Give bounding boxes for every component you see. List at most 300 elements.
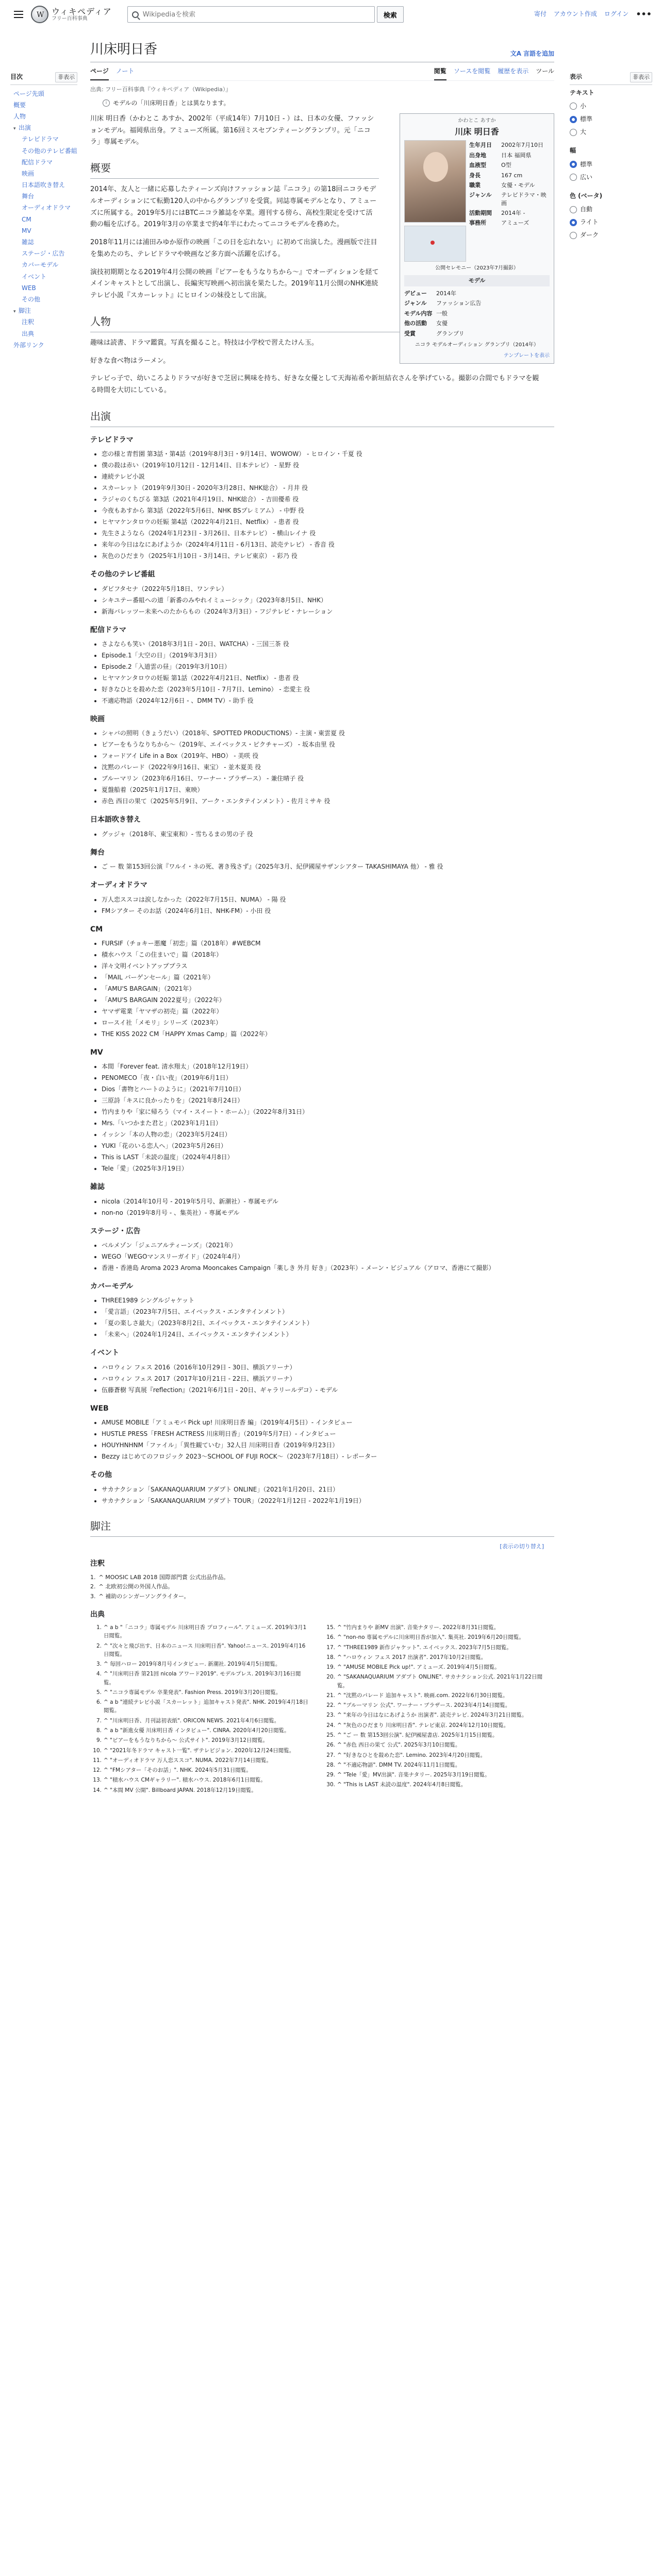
toc-item-label: 概要	[13, 101, 26, 109]
infobox-row	[404, 309, 550, 318]
list-item: • non-no（2019年8月号 - 、集英社）- 専属モデル	[102, 1208, 544, 1218]
infobox-value: 167 cm	[501, 172, 523, 179]
reference-text: ^ "FMシアター「そのお話」". NHK. 2024年5月31日閲覧。	[104, 1767, 252, 1774]
reference-item	[90, 1670, 310, 1687]
toc-item[interactable]	[10, 316, 77, 328]
reference-text: ^ "THREE1989 新作ジャケット". エイベックス. 2023年7月5日閲覧。	[337, 1644, 512, 1651]
site-logo[interactable]	[31, 6, 112, 23]
infobox-label: 血液型	[469, 162, 486, 169]
reference-text: ^ "This is LAST 未読の温度". 2024年4月8日閲覧。	[337, 1782, 467, 1788]
toc-item[interactable]	[10, 214, 77, 225]
reference-item	[90, 1717, 310, 1725]
toc-heading: 目次	[10, 73, 23, 81]
radio-button[interactable]	[570, 116, 577, 123]
width-option[interactable]	[570, 158, 652, 171]
toc-item-label: カバーモデル	[22, 261, 59, 269]
list-item: • グッジャ（2018年、東宝東和）- 雪ちるまの男の子 役	[102, 829, 544, 840]
radio-button[interactable]	[570, 129, 577, 136]
overview-paragraph-3: 演技初期期となる2019年4月公開の映画『ピアーをもうなりちから～』でオーディションを経てメインキャストとして出演し、長編実写映画へ初出演を果たした。2019年11月公開のNHK連続テレビ小説『スカーレット』にヒロインの妹役として出演。	[90, 268, 379, 300]
works-list	[90, 639, 544, 706]
reference-text: ^ "赤色 西日の果て 公式". 2025年3月10日閲覧。	[337, 1742, 461, 1749]
width-group	[570, 146, 652, 184]
reference-item	[324, 1711, 544, 1719]
infobox-row	[404, 289, 550, 298]
works-list	[90, 861, 544, 872]
list-item: • PENOMECO「夜・白い夜」（2019年6月1日）	[102, 1073, 544, 1083]
reference-text: ^ "好きなひとを殺めた恋". Lemino. 2023年4月20日閲覧。	[337, 1752, 486, 1758]
infobox-row	[469, 208, 550, 218]
search-icon	[132, 11, 139, 18]
appearance-subheading: 舞台	[90, 848, 105, 857]
infobox-value: 女優・モデル	[501, 181, 535, 189]
list-item: • サカナクション「SAKANAQUARIUM アダプト ONLINE」（2021年1月20日、21日）	[102, 1484, 544, 1495]
references-list	[90, 1623, 544, 1794]
section-overview-heading: 概要	[90, 160, 379, 179]
list-item: • スカーレット（2019年9月30日 - 2020年3月28日、NHK総合） - 月井 役	[102, 483, 544, 494]
list-item: • 「AMU'S BARGAIN 2022夏号」（2022年）	[102, 995, 544, 1006]
intro-text	[90, 113, 379, 148]
appearance-subheading: 配信ドラマ	[90, 625, 126, 634]
list-item: • 連続テレビ小説	[102, 471, 544, 482]
infobox-value: O型	[501, 162, 511, 169]
toc-item-label: その他	[22, 295, 41, 303]
login-link[interactable]: ログイン	[604, 10, 629, 18]
radio-button[interactable]	[570, 174, 577, 181]
toc-item-label: 注釈	[22, 318, 35, 326]
reference-item	[90, 1660, 310, 1668]
width-title: 幅	[570, 147, 576, 155]
reference-item	[324, 1691, 544, 1700]
toc-item[interactable]	[10, 191, 77, 202]
note-item	[90, 1573, 554, 1583]
reference-number: 28.	[326, 1761, 335, 1768]
color-option[interactable]	[570, 229, 652, 242]
list-item: • ヤマザ電業「ヤマザの初売」篇（2022年）	[102, 1006, 544, 1017]
list-item: • ハロウィン フェス 2017（2017年10月21日 - 22日、横浜アリーナ）	[102, 1374, 544, 1384]
toc-item-label: 脚注	[19, 307, 31, 315]
page-tabs	[90, 66, 554, 81]
reference-item	[324, 1761, 544, 1769]
list-item: • フォードアイ Life in a Box（2019年、HBO） - 美咲 役	[102, 751, 544, 761]
main-content	[90, 41, 554, 1794]
text-size-option[interactable]	[570, 126, 652, 139]
toc-item-label: 出演	[19, 124, 31, 132]
list-item: • This is LAST「未読の温度」（2024年4月8日）	[102, 1152, 544, 1163]
site-header	[0, 0, 662, 29]
reference-number: 2.	[96, 1642, 102, 1649]
reference-number: 15.	[326, 1624, 335, 1631]
toc-item-label: 舞台	[22, 193, 35, 200]
reference-number: 8.	[96, 1727, 102, 1734]
radio-button[interactable]	[570, 206, 577, 213]
infobox-label: モデル内容	[404, 310, 433, 317]
toc-hide-button[interactable]: 非表示	[55, 72, 77, 82]
search-form	[127, 6, 404, 23]
appearance-hide-button[interactable]: 非表示	[630, 72, 652, 82]
intro-paragraph: 川床 明日香（かわとこ あすか、2002年（平成14年）7月10日 - ）は、日本の女優、ファッションモデル。福岡県出身。アミューズ所属。第16回ミスセブンティーングランプリ。元「ニコラ」専属モデル。	[90, 114, 374, 146]
reference-number: 11.	[93, 1757, 102, 1764]
appearance-heading: 表示	[570, 73, 583, 81]
user-links	[534, 8, 652, 21]
infobox-label: デビュー	[404, 290, 427, 297]
toc-item[interactable]	[10, 99, 77, 111]
portrait-image[interactable]	[404, 140, 466, 223]
infobox-kana: かわとこ あすか	[458, 117, 496, 124]
list-item: • 「未来へ」（2024年1月24日、エイベックス・エンタテインメント）	[102, 1329, 544, 1340]
list-item: • YUKI「花のいる恋人へ」（2023年5月26日）	[102, 1141, 544, 1151]
toc-item[interactable]	[10, 157, 77, 168]
appearance-subheading: 雑誌	[90, 1183, 105, 1192]
radio-button[interactable]	[570, 103, 577, 110]
reference-text: ^ "積水ハウス CMギャラリー". 積水ハウス. 2018年6月1日閲覧。	[104, 1777, 266, 1784]
infobox-label: 出身地	[469, 151, 486, 159]
hatnote	[103, 98, 554, 108]
toc-item[interactable]	[10, 305, 77, 316]
reference-text: ^ "沈黙のパレード 追加キャスト". 映画.com. 2022年6月30日閲覧。	[337, 1692, 508, 1699]
logo-title: ウィキペディア	[52, 6, 112, 16]
color-title: 色 (ベータ)	[570, 192, 603, 199]
list-item: • ロースイ社「メモリ」シリーズ（2023年）	[102, 1018, 544, 1028]
note-text: ^ 北欧初公開の外国人作品。	[98, 1583, 174, 1590]
chevron-down-icon[interactable]: ▾	[13, 309, 16, 315]
reference-item	[90, 1786, 310, 1794]
infobox-label: 活動期間	[469, 210, 492, 217]
infobox-model-heading: モデル	[404, 275, 550, 286]
text-size-option-label: 小	[580, 102, 587, 110]
reference-text: ^ a b "連続テレビ小説「スカーレット」追加キャスト発表". NHK. 2019年4月18日閲覧。	[104, 1699, 308, 1714]
width-option[interactable]	[570, 171, 652, 184]
appearance-subheading: カバーモデル	[90, 1282, 134, 1291]
appearances-list	[90, 434, 554, 1506]
reference-number: 26.	[326, 1742, 335, 1749]
appearance-subheading: テレビドラマ	[90, 435, 134, 444]
works-list	[90, 829, 544, 840]
add-languages-button[interactable]	[510, 49, 554, 59]
reference-item	[90, 1688, 310, 1697]
reference-text: ^ a b "「ニコラ」専属モデル 川床明日香 プロフィール". アミューズ. 2019年3月1日閲覧。	[104, 1624, 307, 1639]
reference-text: ^ "ご ー 数 第153回公演". 紀伊國屋書店. 2025年1月15日閲覧。	[337, 1732, 498, 1738]
toc-item-label: その他のテレビ番組	[22, 147, 77, 155]
reference-item	[324, 1633, 544, 1641]
tab-read[interactable]: 閲覧	[434, 66, 446, 80]
wikipedia-globe-icon	[31, 6, 48, 23]
infobox-value: 2002年7月10日	[501, 142, 543, 149]
toc-item[interactable]	[10, 202, 77, 213]
list-item: • ご ー 数 第153回公演『ワルイ・ネの死、著き残さず』（2025年3月、紀伊國屋サザンシアター TAKASHIMAYA 他） - 雅 役	[102, 861, 544, 872]
search-input[interactable]	[143, 11, 370, 19]
reference-number: 30.	[326, 1782, 335, 1788]
reference-text: ^ "2021年冬ドラマ キャスト一覧". ザテレビジョン. 2020年12月24日閲覧。	[104, 1747, 295, 1754]
color-option[interactable]	[570, 216, 652, 229]
overview-paragraph-1: 2014年、友人と一緒に応募したティーンズ向けファッション誌『ニコラ』の第18回ニコラモデルオーディションにて転勤120人の中からグランプリを受賞。同誌専属モデルとなり、アミューズに所属する。2019年5月にはBTCニコラ雑誌を卒業。週刊する傍ら、高校生限定を受けて活動の幅を広げる。2019年3月の卒業まで約4年半にわたってニコラモデルを務めた。	[90, 185, 377, 229]
reference-number: 29.	[326, 1772, 335, 1778]
infobox-value: 一般	[436, 310, 448, 317]
toc-item[interactable]	[10, 133, 77, 145]
donate-link[interactable]: 寄付	[534, 10, 547, 18]
works-list	[90, 1295, 544, 1340]
reference-item	[324, 1653, 544, 1662]
language-icon: 文A	[510, 49, 521, 57]
reference-text: ^ "ハロウィン フェス 2017 出演者". 2017年10月2日閲覧。	[337, 1654, 487, 1660]
infobox-rows	[469, 140, 550, 228]
works-list	[90, 938, 544, 1040]
infobox-label: ジャンル	[469, 192, 492, 199]
reference-number: 9.	[96, 1737, 102, 1744]
reference-item	[90, 1698, 310, 1715]
infobox-value: 日本 福岡県	[501, 151, 532, 159]
list-item: • サカナクション「SAKANAQUARIUM アダプト TOUR」（2022年1月12日 - 2022年1月19日）	[102, 1496, 544, 1506]
toc-item[interactable]	[10, 168, 77, 179]
appearance-subheading: CM	[90, 925, 103, 934]
list-item: • 本間「Forever feat. 清水翔太」（2018年12月19日）	[102, 1061, 544, 1072]
note-item	[90, 1592, 554, 1602]
toc-item-label: 出典	[22, 330, 35, 337]
reference-item	[324, 1731, 544, 1739]
note-number: 3.	[90, 1592, 96, 1600]
text-size-option[interactable]	[570, 100, 652, 113]
list-item: • 今夜もあすから 第3話（2022年5月6日、NHK BSプレミアム） - 中野 役	[102, 505, 544, 516]
tab-talk[interactable]: ノート	[115, 67, 135, 75]
reference-number: 10.	[93, 1747, 102, 1754]
reference-number: 16.	[326, 1634, 335, 1641]
color-option[interactable]	[570, 203, 652, 216]
note-number: 1.	[90, 1573, 96, 1581]
color-option-label: ダーク	[580, 231, 599, 239]
toc-item[interactable]	[10, 179, 77, 191]
toc-item[interactable]	[10, 328, 77, 340]
more-options-icon[interactable]: •••	[636, 9, 652, 20]
toc-item[interactable]	[10, 259, 77, 270]
list-item: • THREE1989 シングルジャケット	[102, 1295, 544, 1306]
reference-number: 5.	[96, 1689, 102, 1696]
infobox-awards: ニコラ モデルオーディション グランプリ（2014年）	[415, 342, 539, 348]
list-item: • Bezzy はじめてのフロジック 2023～SCHOOL OF FUJI ROCK～（2023年7月18日）- レポーター	[102, 1451, 544, 1462]
reference-text: ^ "本間 MV 公開". Billboard JAPAN. 2018年12月19日閲覧。	[104, 1787, 257, 1793]
person-paragraph-1: 趣味は読書、ドラマ鑑賞。写真を撮ること。特技は小学校で習えたけん玉。	[90, 338, 319, 347]
list-item: • Episode.2「入道雲の昼」（2019年3月10日）	[102, 662, 544, 672]
reference-text: ^ "non-no 専属モデルに川床明日香が加入". 集英社. 2019年6月20日閲覧。	[337, 1634, 524, 1641]
list-item: • ベルメゾン「ジェニアルティーンズ」（2021年）	[102, 1240, 544, 1251]
reference-item	[90, 1726, 310, 1735]
section-person-heading: 人物	[90, 313, 554, 332]
infobox-label: 身長	[469, 172, 481, 179]
works-list	[90, 1417, 544, 1462]
infobox-row	[469, 171, 550, 180]
reference-text: ^ "オーディオドラマ 万人恋ススコ". NUMA. 2022年7月14日閲覧。	[104, 1757, 272, 1764]
list-item: • 洋々文明イベントアッププラス	[102, 961, 544, 972]
toc-item[interactable]	[10, 294, 77, 305]
reference-item	[90, 1736, 310, 1744]
color-option-label: ライト	[580, 218, 599, 226]
toc-item-label: 雑誌	[22, 239, 35, 246]
radio-button[interactable]	[570, 161, 577, 168]
toc-item-label: CM	[22, 215, 31, 223]
works-list	[90, 1484, 544, 1506]
overview-paragraph-2: 2018年11月には浦田みゆか原作の映画「この日を忘れない」に初めて出演した。漫画版で注目を集めたのち、テレビドラマや映画など多方面へ活躍を広げる。	[90, 239, 377, 258]
reference-item	[90, 1623, 310, 1640]
infobox-row	[404, 329, 550, 338]
reference-text: ^ "AMUSE MOBILE Pick up!". アミューズ. 2019年4月5日閲覧。	[337, 1664, 500, 1671]
logo-tagline: フリー百科事典	[52, 16, 88, 22]
list-item: • 先生さようなら（2024年1月23日 - 3月26日、日本テレビ） - 横山レイナ 役	[102, 528, 544, 539]
toc-item[interactable]	[10, 225, 77, 236]
article-body	[90, 113, 554, 1794]
chevron-down-icon[interactable]: ▾	[13, 126, 16, 132]
title-row	[90, 41, 554, 62]
reference-item	[324, 1623, 544, 1632]
reference-item	[324, 1643, 544, 1652]
search-button[interactable]: 検索	[377, 6, 404, 23]
notes-list	[90, 1573, 554, 1602]
infobox-label: 事務所	[469, 219, 486, 227]
reference-item	[324, 1751, 544, 1759]
list-item: • 「MAIL バーゲンセール」篇（2021年）	[102, 972, 544, 983]
infobox-label: 他の活動	[404, 320, 427, 327]
reference-text: ^ "SAKANAQUARIUM アダプト ONLINE". サカナクション公式. 2021年1月22日閲覧。	[337, 1674, 543, 1689]
list-item: • 沈黙のパレード（2022年9月16日、東宝） - 並木夏美 役	[102, 762, 544, 773]
reference-number: 23.	[326, 1712, 335, 1719]
list-item: • シキユテー番組への道「新番のみやれイミューシック」（2023年8月5日、NHK）	[102, 595, 544, 606]
radio-button[interactable]	[570, 219, 577, 226]
appearance-subheading: WEB	[90, 1404, 109, 1413]
reference-text: ^ "川床明日香、月刊誌初表紙". ORICON NEWS. 2021年4月6日閲覧。	[104, 1717, 280, 1724]
create-account-link[interactable]: アカウント作成	[554, 10, 597, 18]
notes-heading: 注釈	[90, 1560, 105, 1568]
toc-item-label: WEB	[22, 284, 36, 292]
reference-number: 12.	[93, 1767, 102, 1774]
list-item: • 積水ハウス「この住まいで」篇（2018年）	[102, 950, 544, 960]
reference-text: ^ "来年の今日はなにあげようか 出演者". 読売テレビ. 2024年3月21日閲覧。	[337, 1712, 527, 1719]
list-item: • ピアーをもうなりちから～（2019年、エイベックス・ピクチャーズ） - 坂本由里 役	[102, 739, 544, 750]
toc-item-label: ステージ・広告	[22, 250, 65, 258]
infobox-name: 川床 明日香	[455, 126, 499, 137]
birthplace-map[interactable]	[404, 226, 466, 262]
toc-item-label: 日本語吹き替え	[22, 181, 65, 189]
sources-heading: 出典	[90, 1610, 105, 1619]
reference-number: 27.	[326, 1752, 335, 1758]
tab-history[interactable]: 履歴を表示	[498, 67, 529, 75]
list-item: • 不適応物語（2024年12月6日 - 、DMM TV）- 助手 役	[102, 696, 544, 706]
list-item: • シャバの照明（きょうだい）（2018年、SPOTTED PRODUCTIONS）- 主演・東雲夏 役	[102, 728, 544, 739]
appearance-subheading: 映画	[90, 715, 105, 723]
toc-item-label: 映画	[22, 170, 35, 177]
reference-number: 13.	[93, 1777, 102, 1784]
toc-item[interactable]	[10, 282, 77, 294]
infobox-row	[469, 190, 550, 208]
hatnote-text: モデルの「川床明日香」とは異なります。	[113, 99, 230, 107]
toc-item[interactable]	[10, 271, 77, 282]
reference-item	[90, 1747, 310, 1755]
list-item: • 「愛言語」（2023年7月5日、エイベックス・エンタテインメント）	[102, 1307, 544, 1317]
reference-item	[324, 1771, 544, 1779]
infobox-value: 女優	[436, 320, 448, 327]
appearance-header	[570, 72, 652, 85]
reference-number: 3.	[96, 1661, 102, 1668]
works-list	[90, 449, 544, 562]
note-item	[90, 1582, 554, 1592]
reference-number: 22.	[326, 1702, 335, 1709]
appearance-panel	[570, 72, 652, 249]
width-option-label: 標準	[580, 160, 593, 168]
toc-item[interactable]	[10, 248, 77, 259]
list-item: • Tele「愛」（2025年3月19日）	[102, 1163, 544, 1174]
text-size-option[interactable]	[570, 113, 652, 126]
infobox-row	[469, 218, 550, 228]
toc-item-label: テレビドラマ	[22, 135, 59, 143]
toc-item-label: 配信ドラマ	[22, 158, 53, 166]
reference-text: ^ "灰色のひだまり 川床明日香". テレビ東京. 2024年12月10日閲覧。	[337, 1722, 509, 1728]
tab-view-source[interactable]: ソースを閲覧	[453, 67, 491, 75]
width-option-label: 広い	[580, 173, 593, 181]
appearance-subheading: その他のテレビ番組	[90, 570, 155, 579]
reference-item	[324, 1741, 544, 1749]
infobox-value: アミューズ	[501, 219, 529, 227]
template-link[interactable]: テンプレートを表示	[503, 352, 550, 359]
appearance-subheading: その他	[90, 1471, 112, 1480]
reference-text: ^ "不適応物語". DMM TV. 2024年11月1日閲覧。	[337, 1761, 461, 1768]
infobox-row	[404, 298, 550, 308]
works-list	[90, 584, 544, 617]
toc-item[interactable]	[10, 111, 77, 122]
works-list	[90, 728, 544, 807]
list-item: • 「夏の楽しさ最大」（2023年8月2日、エイベックス・エンタテインメント）	[102, 1318, 544, 1329]
footnotes-toggle[interactable]: [表示の切り替え]	[500, 1543, 544, 1550]
info-icon: i	[103, 99, 110, 107]
list-item: • イッシン「本の人物の恋」（2023年5月24日）	[102, 1129, 544, 1140]
works-list	[90, 894, 544, 917]
infobox-label: 生年月日	[469, 142, 492, 149]
infobox-row	[404, 318, 550, 328]
main-menu-button[interactable]	[10, 6, 27, 23]
list-item: • 恋の様と青哲園 第3話・第4話（2019年8月3日・9月14日、WOWOW） - ヒロイン・千夏 役	[102, 449, 544, 460]
reference-item	[324, 1781, 544, 1789]
overview-text	[90, 184, 379, 302]
list-item: • 好きなひとを殺めた恋（2023年5月10日 - 7月7日、Lemino） - 恋愛主 役	[102, 684, 544, 695]
list-item: • 「AMU'S BARGAIN」（2021年）	[102, 984, 544, 994]
list-item: • 灰色のひだまり（2025年1月10日 - 3月14日、テレビ東京） - 彩乃 役	[102, 551, 544, 562]
list-item: • ヒヤマケンタロウの妊娠 第4話（2022年4月21日、Netflix） - 患者 役	[102, 517, 544, 528]
list-item: • 夏盤船着（2025年1月17日、東映）	[102, 785, 544, 795]
toc-item[interactable]	[10, 122, 77, 133]
infobox-row	[469, 150, 550, 160]
section-appearances-heading: 出演	[90, 408, 554, 427]
tab-page[interactable]: ページ	[90, 66, 109, 80]
infobox-row	[469, 160, 550, 170]
toc-item[interactable]	[10, 145, 77, 157]
list-item: • HOUYHNHNM「ファイル」「異性観ていむ」32人目 川床明日香（2019年9月23日）	[102, 1440, 544, 1451]
works-list	[90, 1362, 544, 1396]
list-item: • Episode.1「大空の日」（2019年3月3日）	[102, 650, 544, 661]
search-box	[127, 6, 375, 23]
toc-item[interactable]	[10, 88, 77, 99]
list-item: • HUSTLE PRESS「FRESH ACTRESS 川床明日香」（2019年5月7日）- インタビュー	[102, 1429, 544, 1439]
toc-list	[10, 88, 77, 351]
reference-number: 7.	[96, 1717, 102, 1724]
list-item: • 僕の殺は赤い（2019年10月12日 - 12月14日、日本テレビ） - 星野 役	[102, 460, 544, 471]
reference-number: 17.	[326, 1644, 335, 1651]
reference-item	[90, 1756, 310, 1765]
toc-item[interactable]	[10, 236, 77, 248]
reference-text: ^ "Tele「愛」MV出演". 音楽ナタリー. 2025年3月19日閲覧。	[337, 1772, 490, 1778]
person-paragraph-3: テレビっ子で、幼いころよりドラマが好きで芝居に興味を持ち、好きな女優として天海祐希や新垣結衣さんを挙げている。撮影の合間でもドラマを観る時間を大切にしている。	[90, 375, 539, 395]
radio-button[interactable]	[570, 232, 577, 239]
tab-tools[interactable]: ツール	[536, 67, 554, 75]
reference-text: ^ 毎回ハロー 2019年8月号インタビュー. 新潮社. 2019年4月5日閲覧。	[104, 1661, 281, 1668]
infobox-label: 職業	[469, 181, 481, 189]
toc-item[interactable]	[10, 340, 77, 351]
reference-text: ^ "川床明日香 第21回 nicola アワード2019". モデルプレス. 2019年3月16日閲覧。	[104, 1671, 301, 1686]
text-size-option-label: 大	[580, 128, 587, 136]
